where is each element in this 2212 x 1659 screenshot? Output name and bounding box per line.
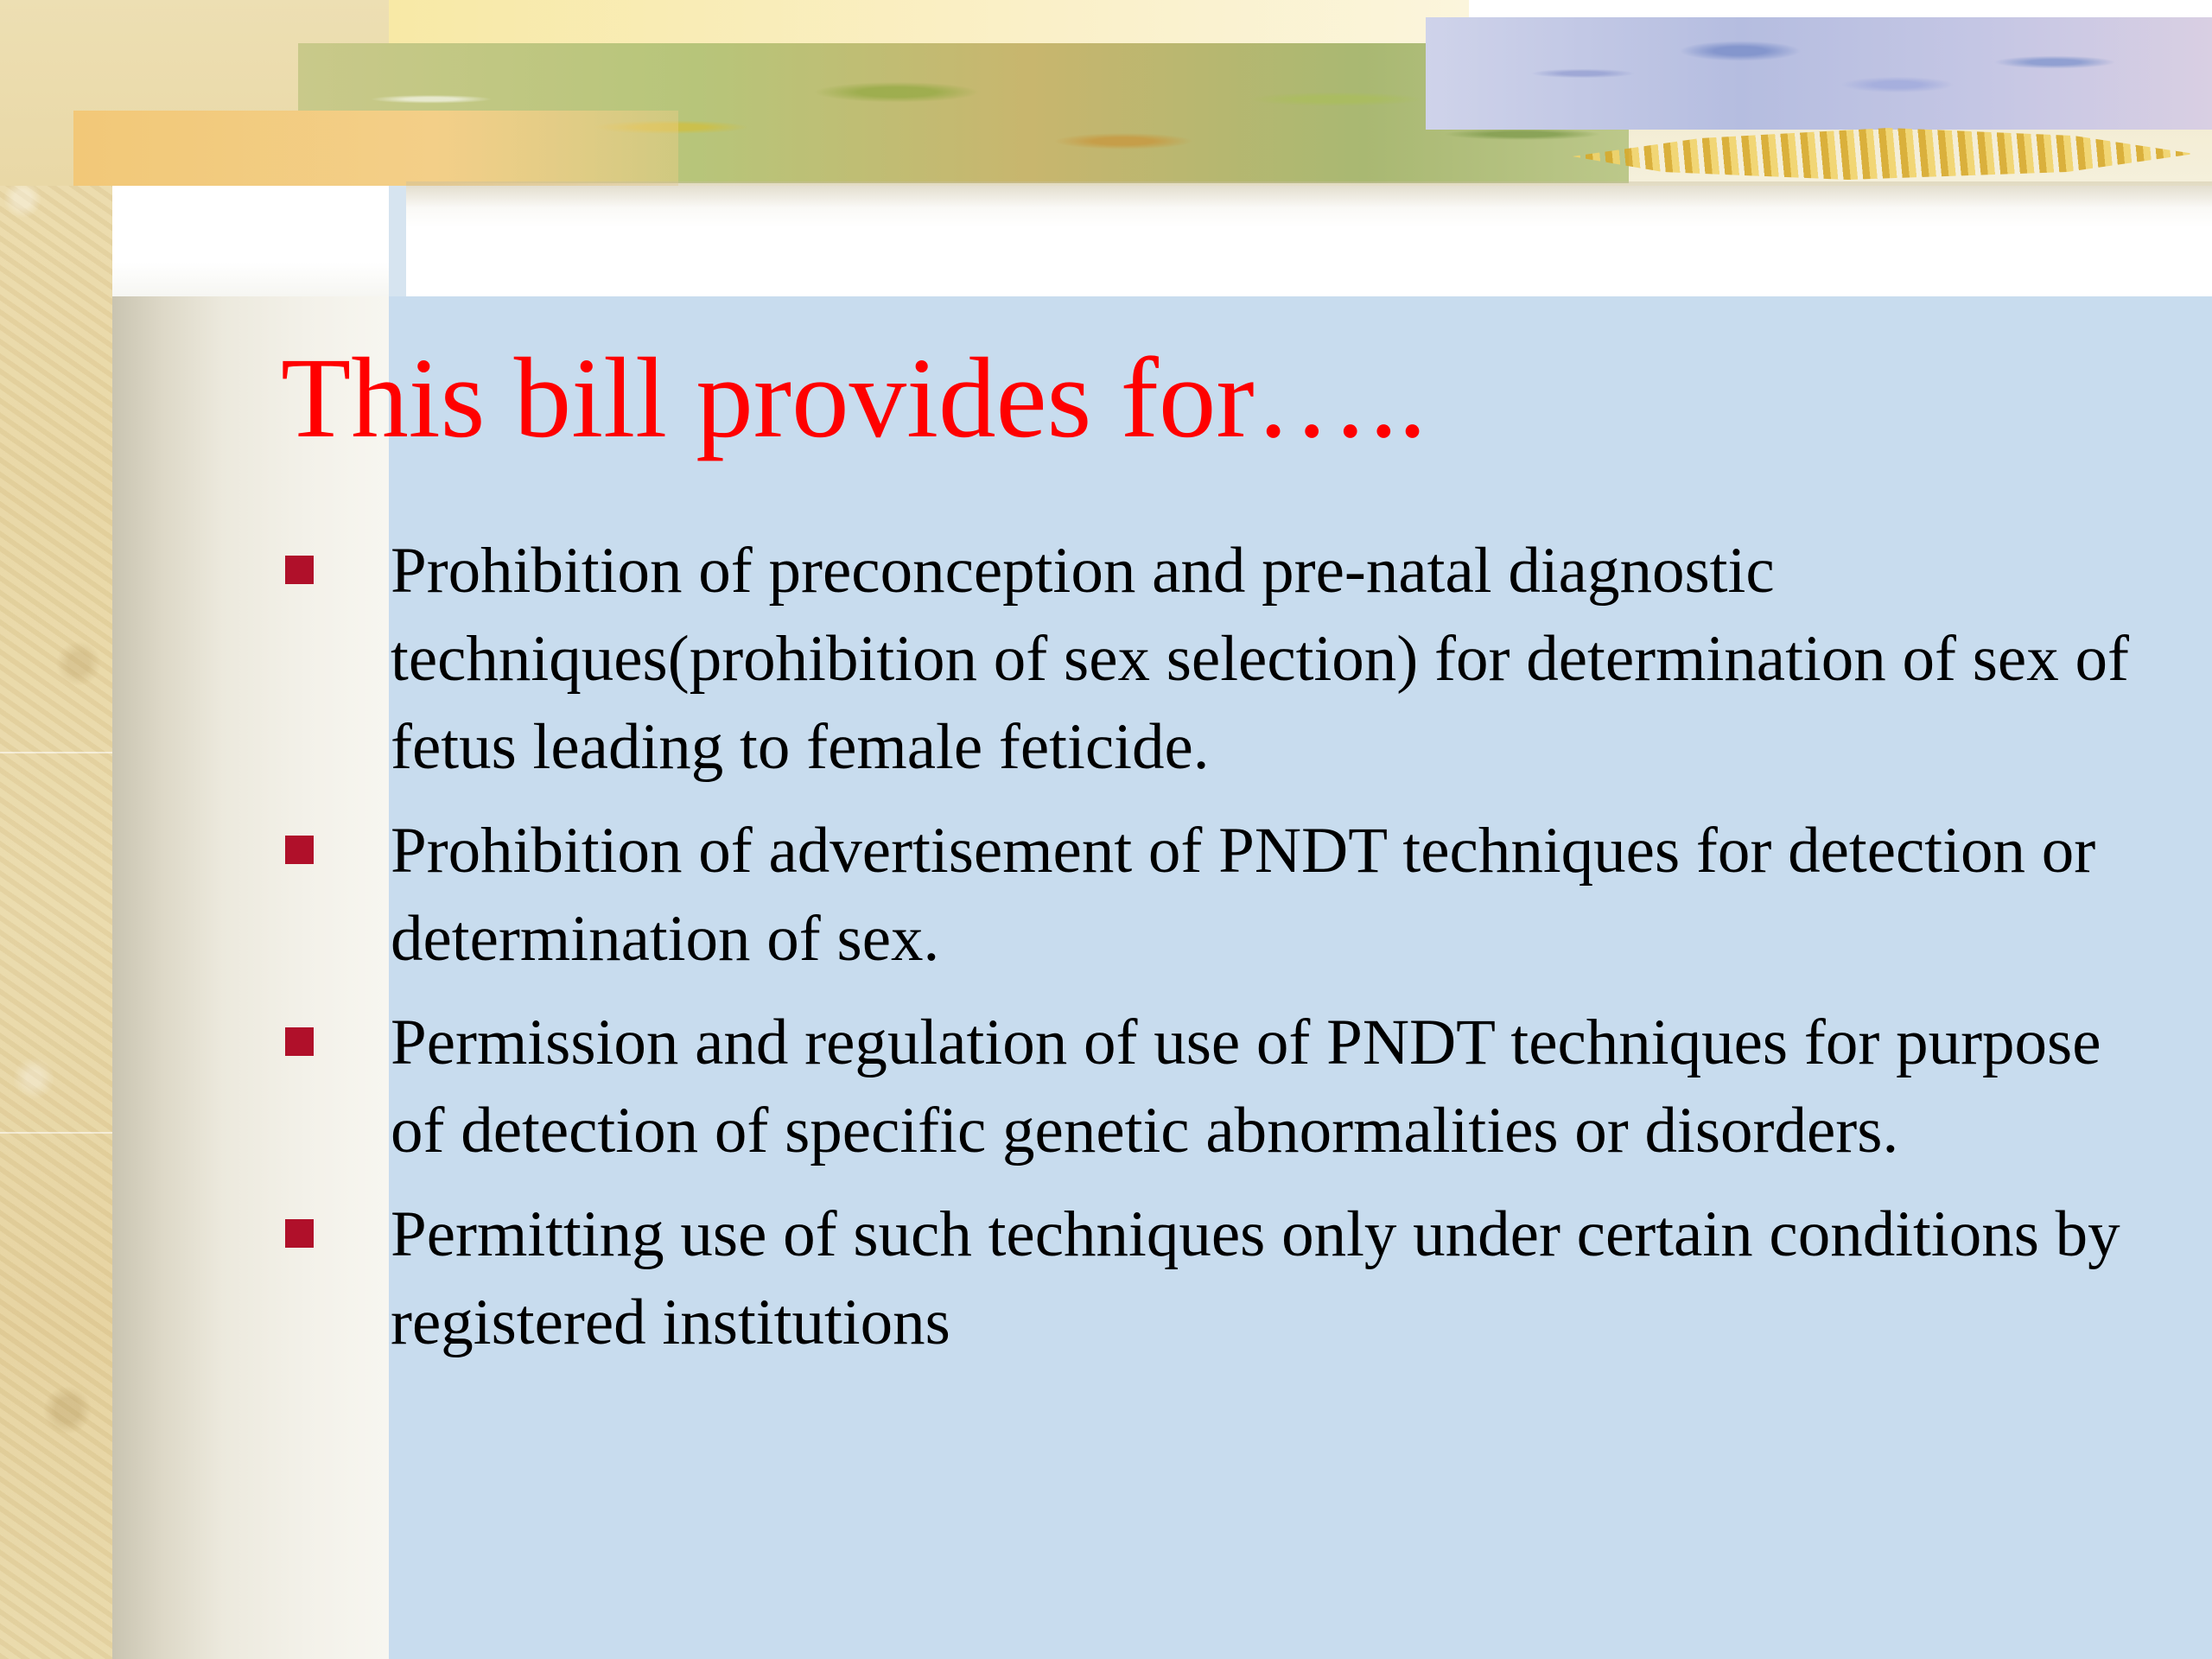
square-bullet-icon bbox=[285, 836, 314, 864]
collage-blue-flowers-strip bbox=[1426, 17, 2212, 130]
square-bullet-icon bbox=[285, 556, 314, 584]
collage-white-edge bbox=[1469, 0, 2212, 17]
parchment-texture bbox=[0, 0, 112, 1659]
collage-orange-strip bbox=[73, 111, 678, 186]
square-bullet-icon bbox=[285, 1027, 314, 1056]
bullet-text: Prohibition of advertisement of PNDT techniques for detection or determination of sex. bbox=[391, 815, 2096, 975]
bullet-list bbox=[281, 527, 2139, 1382]
bullet-item bbox=[281, 807, 2139, 983]
bullet-text: Permission and regulation of use of PNDT techniques for purpose of detection of specific genetic abnormalities or disorders. bbox=[391, 1007, 2101, 1166]
header-shadow bbox=[406, 181, 2212, 207]
header-collage-image bbox=[0, 0, 2212, 186]
bullet-item bbox=[281, 1191, 2139, 1367]
bullet-text: Permitting use of such techniques only under certain conditions by registered institutions bbox=[391, 1198, 2120, 1358]
parchment-seam bbox=[0, 1132, 112, 1134]
slide-title: This bill provides for….. bbox=[281, 334, 1427, 461]
band-left-edge bbox=[389, 181, 406, 296]
bullet-text: Prohibition of preconception and pre-natal diagnostic techniques(prohibition of sex selection) for determination of sex of fetus leading to female feticide. bbox=[391, 535, 2129, 783]
collage-cream-strip bbox=[389, 0, 1469, 48]
parchment-seam bbox=[0, 752, 112, 753]
square-bullet-icon bbox=[285, 1219, 314, 1248]
bullet-item bbox=[281, 999, 2139, 1175]
bullet-item bbox=[281, 527, 2139, 791]
white-band-bottom bbox=[406, 292, 2212, 296]
